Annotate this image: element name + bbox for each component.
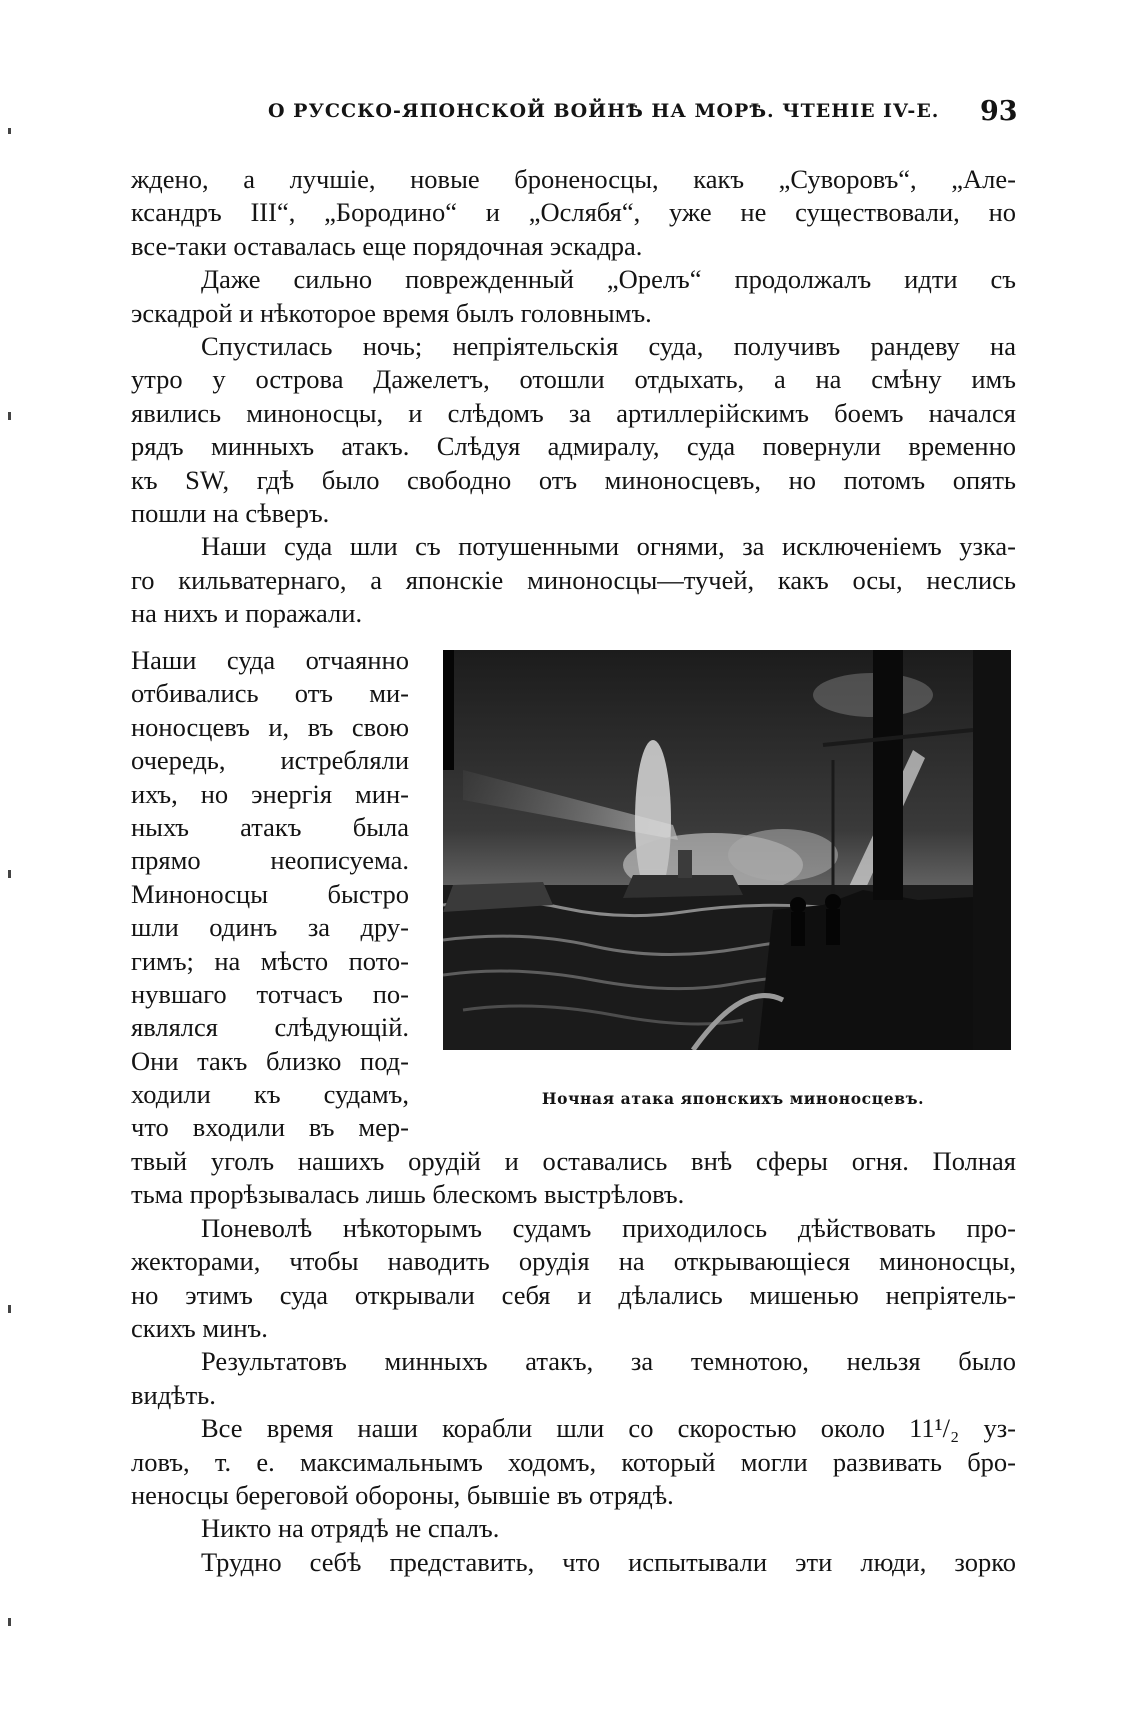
- scan-speck: [8, 1618, 11, 1626]
- body-text-top: [131, 163, 1016, 630]
- text-line: ихъ, но энергія мин-: [131, 778, 409, 809]
- text-line: пошли на сѣверъ.: [131, 497, 330, 528]
- text-line: но этимъ суда открывали себя и дѣлались мишенью непріятель-: [131, 1279, 1016, 1310]
- scan-speck: [8, 1305, 11, 1313]
- text-line: жекторами, чтобы наводить орудія на открывающіеся миноносцы,: [131, 1246, 1016, 1277]
- text-line: Трудно себѣ представить, что испытывали эти люди, зорко: [201, 1546, 1016, 1577]
- text-line: Наши суда отчаянно: [131, 645, 409, 675]
- text-line: го кильватернаго, а японскіе миноносцы—тучей, какъ осы, неслись: [131, 564, 1016, 595]
- text-line: тьма прорѣзывалась лишь блескомъ выстрѣловъ.: [131, 1179, 685, 1210]
- text-line: все-таки оставалась еще порядочная эскадра.: [131, 230, 643, 261]
- text-line: прямо неописуема.: [131, 845, 409, 876]
- text-line: скихъ минъ.: [131, 1312, 268, 1343]
- running-title: О РУССКО-ЯПОНСКОЙ ВОЙНѢ НА МОРѢ. ЧТЕНІЕ IV-Е.: [268, 100, 940, 122]
- text-line: ловъ, т. е. максимальнымъ ходомъ, который могли развивать бро-: [131, 1446, 1016, 1477]
- figure-caption: Ночная атака японскихъ миноносцевъ.: [541, 1089, 925, 1108]
- text-line: Спустилась ночь; непріятельскія суда, получивъ рандеву на: [201, 330, 1016, 361]
- text-line: видѣть.: [131, 1379, 216, 1410]
- text-line: являлся слѣдующій.: [131, 1012, 409, 1043]
- text-line: твый уголъ нашихъ орудій и оставались внѣ сферы огня. Полная: [131, 1146, 1016, 1176]
- text-line: явились миноносцы, и слѣдомъ за артиллерійскимъ боемъ начался: [131, 397, 1016, 428]
- scan-speck: [8, 412, 11, 420]
- text-line: очередь, истребляли: [131, 745, 409, 776]
- page-number: 93: [980, 96, 1018, 127]
- text-line: Все время наши корабли шли со скоростью около 11¹/₂ уз-: [201, 1413, 1016, 1444]
- body-text-bottom: [131, 1145, 1016, 1579]
- text-line: ноносцевъ и, въ свою: [131, 711, 409, 742]
- text-line: неносцы береговой обороны, бывшіе въ отрядѣ.: [131, 1479, 674, 1510]
- text-line: Они такъ близко под-: [131, 1045, 409, 1076]
- text-line: шли одинъ за дру-: [131, 912, 409, 943]
- text-line: на нихъ и поражали.: [131, 598, 363, 629]
- text-line: рядъ минныхъ атакъ. Слѣдуя адмиралу, суда повернули временно: [131, 431, 1016, 462]
- text-line: отбивались отъ ми-: [131, 678, 409, 709]
- scan-speck: [8, 128, 11, 134]
- night-attack-illustration: [443, 650, 1011, 1050]
- text-line: Никто на отрядѣ не спалъ.: [201, 1513, 500, 1544]
- text-line: Поневолѣ нѣкоторымъ судамъ приходилось дѣйствовать про-: [201, 1212, 1016, 1243]
- text-line: что входили въ мер-: [131, 1112, 409, 1143]
- text-line: Миноносцы быстро: [131, 878, 409, 909]
- text-line: ксандръ III“, „Бородино“ и „Ослябя“, уже не существовали, но: [131, 197, 1016, 228]
- scan-speck: [8, 870, 11, 878]
- text-line: нувшаго тотчасъ по-: [131, 978, 409, 1009]
- text-line: къ SW, гдѣ было свободно отъ миноносцевъ, но потомъ опять: [131, 464, 1016, 495]
- text-line: Наши суда шли съ потушенными огнями, за исключеніемъ узка-: [201, 531, 1016, 562]
- illustration-graphic: [443, 650, 1011, 1050]
- text-line: Даже сильно поврежденный „Орелъ“ продолжалъ идти съ: [201, 264, 1016, 295]
- text-line: Результатовъ минныхъ атакъ, за темнотою, нельзя было: [201, 1346, 1016, 1377]
- text-line: утро у острова Дажелетъ, отошли отдыхать, а на смѣну имъ: [131, 364, 1016, 395]
- text-line: эскадрой и нѣкоторое время былъ головнымъ.: [131, 297, 652, 328]
- body-text-wrap: [131, 644, 409, 1145]
- text-line: ждено, а лучшіе, новые броненосцы, какъ „Суворовъ“, „Але-: [131, 164, 1016, 194]
- text-line: ходили къ судамъ,: [131, 1079, 409, 1110]
- text-line: ныхъ атакъ была: [131, 811, 409, 842]
- text-line: гимъ; на мѣсто пото-: [131, 945, 409, 976]
